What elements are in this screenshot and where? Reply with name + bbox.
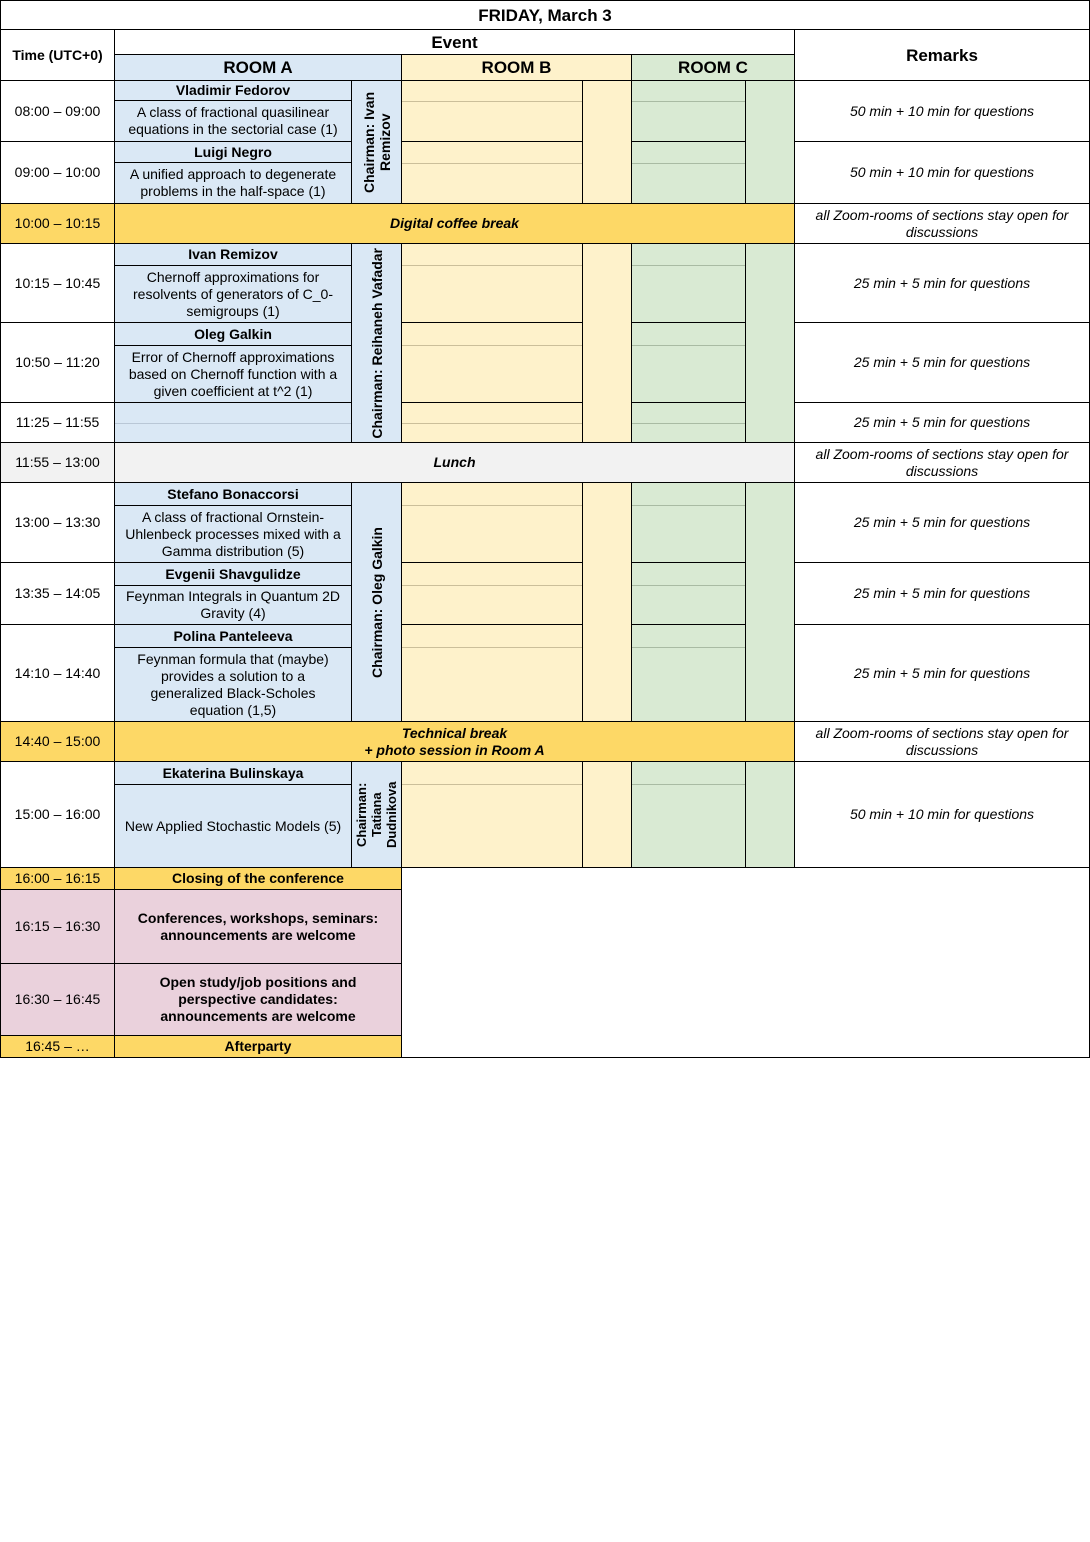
coffee-break-label: Digital coffee break <box>114 203 795 244</box>
header-event: Event <box>114 29 795 55</box>
room-b-slot[interactable] <box>401 243 583 323</box>
room-b-chair-cell <box>582 761 632 868</box>
room-c-slot[interactable] <box>631 322 746 403</box>
room-b-slot[interactable] <box>401 141 583 204</box>
chairman-label: Chairman: Reihaneh Vafadar <box>368 247 385 439</box>
room-c-slot[interactable] <box>631 562 746 625</box>
remark-cell: 25 min + 5 min for questions <box>794 562 1090 625</box>
time-cell: 09:00 – 10:00 <box>0 141 115 204</box>
speaker-name: Oleg Galkin <box>114 322 352 346</box>
room-b-chair-cell <box>582 482 632 722</box>
time-cell: 16:30 – 16:45 <box>0 963 115 1036</box>
talk-title: New Applied Stochastic Models (5) <box>114 784 352 868</box>
room-c-chair-cell <box>745 243 795 443</box>
room-c-slot[interactable] <box>631 243 746 323</box>
time-cell: 11:55 – 13:00 <box>0 442 115 483</box>
header-room-c: ROOM C <box>631 54 795 81</box>
header-remarks: Remarks <box>794 29 1090 81</box>
remark-cell: 25 min + 5 min for questions <box>794 624 1090 722</box>
chairman-cell <box>351 482 402 722</box>
time-cell: 15:00 – 16:00 <box>0 761 115 868</box>
time-cell: 16:00 – 16:15 <box>0 867 115 890</box>
time-cell: 16:45 – … <box>0 1035 115 1058</box>
lunch-label: Lunch <box>114 442 795 483</box>
talk-title: A unified approach to degenerate problems in the half-space (1) <box>114 162 352 204</box>
header-room-b: ROOM B <box>401 54 632 81</box>
room-b-slot[interactable] <box>401 80 583 142</box>
room-b-slot[interactable] <box>401 562 583 625</box>
time-cell: 13:35 – 14:05 <box>0 562 115 625</box>
chairman-label: Chairman: Tatiana Dudnikova <box>354 781 399 848</box>
technical-break-cell <box>114 721 795 762</box>
chairman-cell <box>351 80 402 204</box>
room-b-chair-cell <box>582 80 632 204</box>
speaker-name: Ekaterina Bulinskaya <box>114 761 352 785</box>
room-b-slot[interactable] <box>401 624 583 722</box>
closing-label: Closing of the conference <box>114 867 402 890</box>
room-b-slot[interactable] <box>401 322 583 403</box>
photo-session-label: + photo session in Room A <box>364 741 545 758</box>
chairman-cell <box>351 761 402 868</box>
speaker-name: Luigi Negro <box>114 141 352 163</box>
talk-title: Chernoff approximations for resolvents of generators of C_0-semigroups (1) <box>114 265 352 323</box>
remark-cell: 25 min + 5 min for questions <box>794 402 1090 443</box>
room-c-slot[interactable] <box>631 80 746 142</box>
chairman-cell <box>351 243 402 443</box>
chairman-label: Chairman: Oleg Galkin <box>368 526 385 678</box>
room-c-slot[interactable] <box>631 624 746 722</box>
speaker-name: Evgenii Shavgulidze <box>114 562 352 586</box>
remark-cell: 50 min + 10 min for questions <box>794 80 1090 142</box>
room-c-slot[interactable] <box>631 482 746 563</box>
room-c-chair-cell <box>745 80 795 204</box>
remark-cell: 25 min + 5 min for questions <box>794 482 1090 563</box>
remark-cell: 50 min + 10 min for questions <box>794 141 1090 204</box>
time-cell: 14:40 – 15:00 <box>0 721 115 762</box>
remark-cell: all Zoom-rooms of sections stay open for discussions <box>794 203 1090 244</box>
speaker-name: Stefano Bonaccorsi <box>114 482 352 506</box>
time-cell: 16:15 – 16:30 <box>0 889 115 964</box>
technical-break-label: Technical break <box>401 724 508 741</box>
room-c-slot[interactable] <box>631 761 746 868</box>
speaker-name: Vladimir Fedorov <box>114 80 352 101</box>
afterparty-label: Afterparty <box>114 1035 402 1058</box>
page-title: FRIDAY, March 3 <box>0 0 1090 30</box>
talk-title: A class of fractional Ornstein-Uhlenbeck processes mixed with a Gamma distribution (5) <box>114 505 352 563</box>
room-c-chair-cell <box>745 761 795 868</box>
room-c-slot[interactable] <box>631 141 746 204</box>
remark-cell: 50 min + 10 min for questions <box>794 761 1090 868</box>
time-cell: 10:15 – 10:45 <box>0 243 115 323</box>
remark-cell: all Zoom-rooms of sections stay open for discussions <box>794 721 1090 762</box>
room-c-chair-cell <box>745 482 795 722</box>
room-b-chair-cell <box>582 243 632 443</box>
announcement-label: Conferences, workshops, seminars: announcements are welcome <box>114 889 402 964</box>
header-time: Time (UTC+0) <box>0 29 115 81</box>
talk-title: Feynman formula that (maybe) provides a solution to a generalized Black-Scholes equation (1,5) <box>114 647 352 722</box>
talk-title: A class of fractional quasilinear equations in the sectorial case (1) <box>114 100 352 142</box>
chairman-label: Chairman: Ivan Remizov <box>360 91 393 193</box>
speaker-name: Polina Panteleeva <box>114 624 352 648</box>
room-b-slot[interactable] <box>401 761 583 868</box>
room-b-slot[interactable] <box>401 482 583 563</box>
time-cell: 13:00 – 13:30 <box>0 482 115 563</box>
header-room-a: ROOM A <box>114 54 402 81</box>
time-cell: 08:00 – 09:00 <box>0 80 115 142</box>
announcement-label: Open study/job positions and perspective candidates: announcements are welcome <box>114 963 402 1036</box>
talk-title: Feynman Integrals in Quantum 2D Gravity (4) <box>114 585 352 625</box>
time-cell: 10:50 – 11:20 <box>0 322 115 403</box>
time-cell: 14:10 – 14:40 <box>0 624 115 722</box>
speaker-name: Ivan Remizov <box>114 243 352 266</box>
time-cell: 11:25 – 11:55 <box>0 402 115 443</box>
talk-title: Error of Chernoff approximations based on Chernoff function with a given coefficient at t^2 (1) <box>114 345 352 403</box>
time-cell: 10:00 – 10:15 <box>0 203 115 244</box>
remark-cell: 25 min + 5 min for questions <box>794 243 1090 323</box>
remark-cell: 25 min + 5 min for questions <box>794 322 1090 403</box>
remark-cell: all Zoom-rooms of sections stay open for discussions <box>794 442 1090 483</box>
